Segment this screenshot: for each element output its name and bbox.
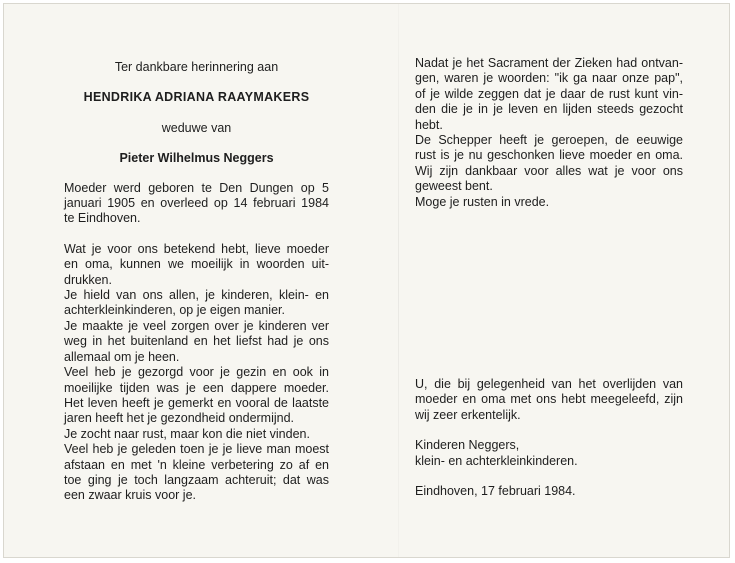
text-line: rust is je nu geschonken lieve moeder en oma. (415, 148, 683, 163)
text-line: Veel heb je geleden toen je je lieve man moest (64, 442, 329, 457)
card-fold-line (398, 4, 399, 557)
text-line: klein- en achterkleinkinderen. (415, 453, 578, 468)
text-line: moeder en oma met ons hebt meegeleefd, zijn (415, 392, 683, 407)
text-line: Wij zijn dankbaar voor alles wat je voor ons (415, 163, 683, 178)
text-line: te Eindhoven. (64, 211, 141, 226)
text-line: allemaal om je heen. (64, 349, 180, 364)
birth-death-paragraph (64, 181, 329, 227)
text-line: januari 1905 en overleed op 14 februari 1984 (64, 196, 329, 211)
text-line: wij zeer erkentelijk. (415, 407, 521, 422)
text-line: afstaan en met 'n kleine verbetering zo af en (64, 457, 329, 472)
text-line: Veel heb je gezorgd voor je gezin en ook in (64, 365, 329, 380)
acknowledgement-block (415, 377, 700, 499)
place-date: Eindhoven, 17 februari 1984. (415, 484, 576, 499)
text-line: een zwaar kruis voor je. (64, 488, 197, 503)
text-line: den die je in je leven en lijden steeds gezocht (415, 102, 683, 117)
text-line: toe ging je toch langzaam achteruit; dat was (64, 472, 329, 487)
text-line: en oma, kunnen we moeilijk in woorden uit- (64, 257, 329, 272)
text-line: Moge je rusten in vrede. (415, 194, 550, 209)
text-line: geweest bent. (415, 179, 493, 194)
right-panel (415, 56, 683, 210)
text-line: moeilijke tijden was je een dappere moeder. (64, 380, 329, 395)
text-line: drukken. (64, 272, 112, 287)
text-line: Nadat je het Sacrament der Zieken had ontvan- (415, 56, 683, 70)
text-line: hebt. (415, 117, 443, 132)
text-line: Kinderen Neggers, (415, 438, 520, 453)
signature (415, 438, 700, 469)
text-line: Moeder werd geboren te Den Dungen op 5 (64, 180, 329, 195)
spouse-name: Pieter Wilhelmus Neggers (119, 151, 274, 166)
memorial-heading: Ter dankbare herinnering aan (114, 60, 279, 74)
thanks-paragraph (415, 377, 683, 423)
text-line: achterkleinkinderen, op je eigen manier. (64, 303, 285, 318)
text-line: weg in het buitenland en het liefst had je ons (64, 334, 329, 349)
text-line: Je maakte je veel zorgen over je kinderen ver (64, 318, 329, 333)
text-line: Je hield van ons allen, je kinderen, klein- en (64, 288, 329, 303)
text-line: Het leven heeft je gemerkt en vooral de laatste (64, 395, 329, 410)
text-line: De Schepper heeft je geroepen, de eeuwige (415, 133, 683, 148)
tribute-paragraph (64, 242, 329, 504)
text-line: Wat je voor ons betekend hebt, lieve moeder (64, 241, 329, 256)
deceased-name: HENDRIKA ADRIANA RAAYMAKERS (83, 90, 310, 105)
memorial-card (3, 3, 730, 558)
text-line: gen, waren je woorden: "ik ga naar onze pap", (415, 71, 683, 86)
relation-text: weduwe van (161, 120, 232, 135)
text-line: jaren heeft het je gezondheid ondermijnd. (64, 411, 295, 426)
left-panel (64, 60, 329, 504)
text-line: of je wilde zeggen dat je daar de rust kunt vin- (415, 86, 683, 101)
text-line: Je zocht naar rust, maar kon die niet vinden. (64, 426, 310, 441)
text-line: U, die bij gelegenheid van het overlijden van (415, 377, 683, 391)
